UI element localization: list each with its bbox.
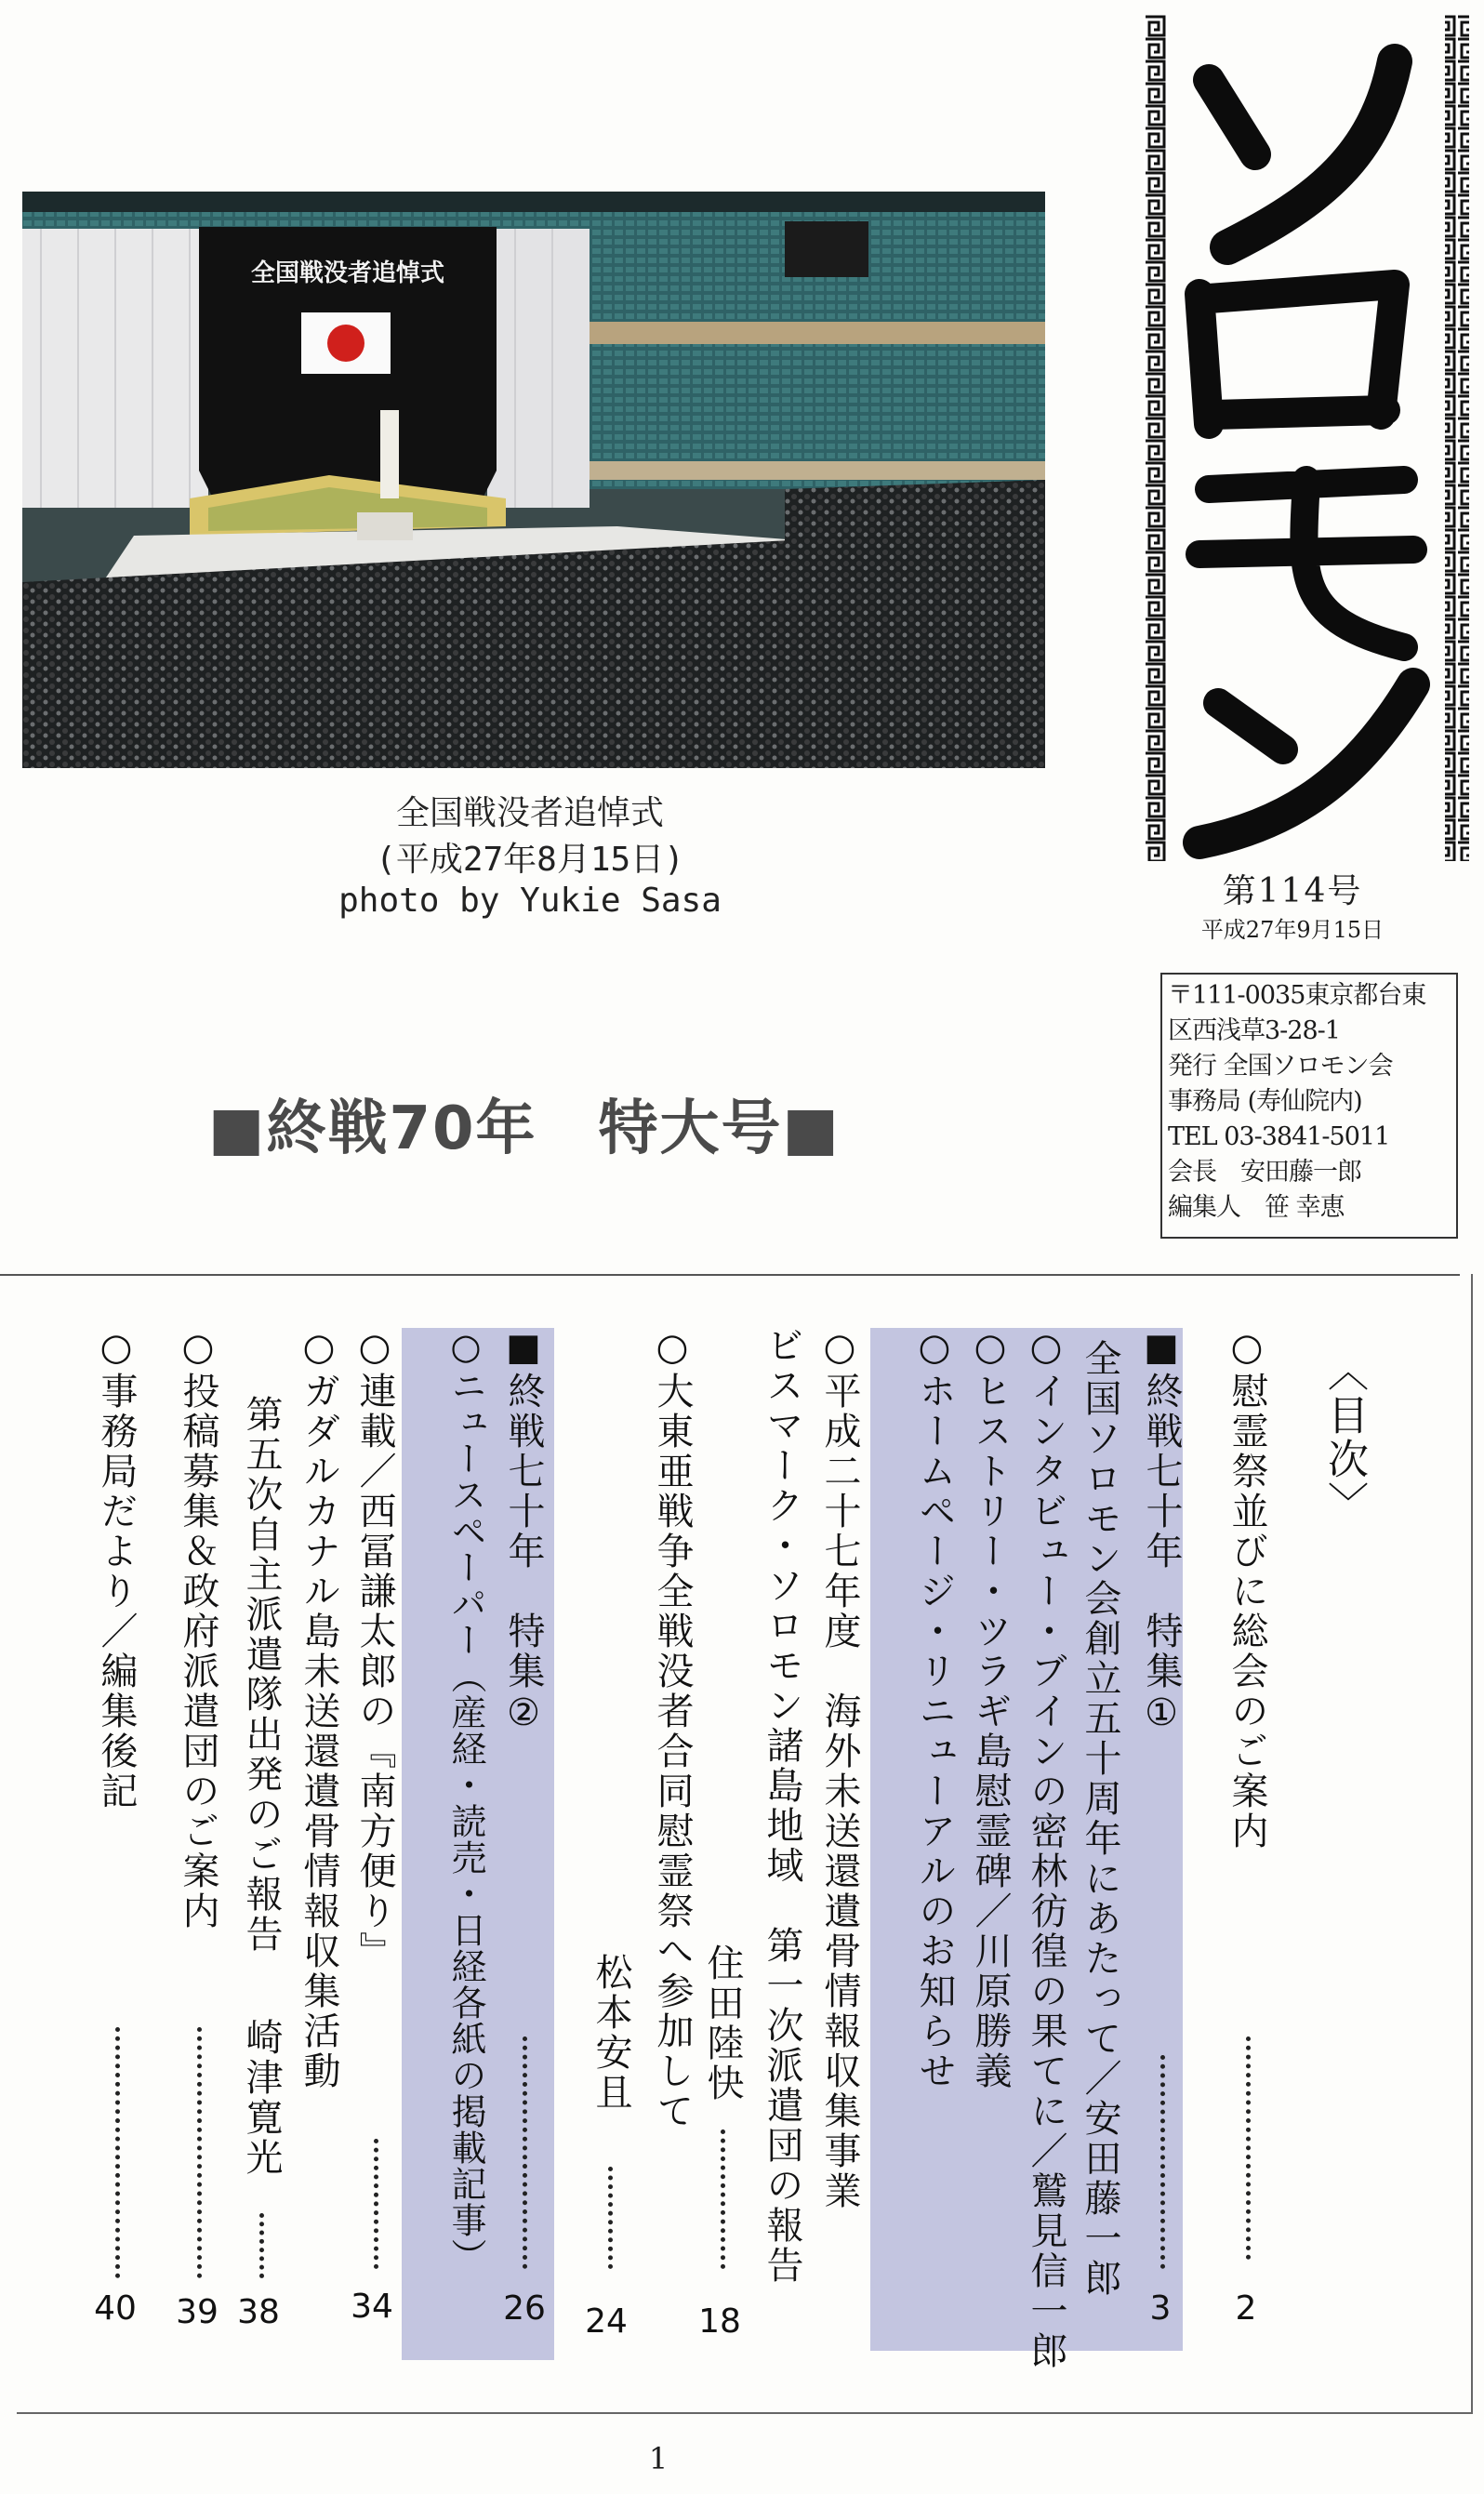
toc-leader <box>259 2213 268 2278</box>
toc-item: ○インタビュー・ブインの密林彷徨の果てに／鷲見信一郎 <box>1025 1326 1067 2371</box>
info-line: 〒111-0035東京都台東 <box>1168 981 1426 1010</box>
toc-leader <box>1246 2036 1254 2260</box>
banner-text: 全国戦没者追悼式 <box>250 259 445 287</box>
publisher-info <box>1160 973 1458 1239</box>
logo-text: ソロモン <box>1306 856 1310 857</box>
toc-page: 26 <box>503 2289 546 2328</box>
issue-number: 第114号 <box>1222 872 1363 910</box>
toc-leader <box>721 2129 729 2269</box>
toc-item: ○事務局だより／編集後記 <box>95 1326 138 1811</box>
photo-caption-1: 全国戦没者追悼式 <box>395 794 664 832</box>
toc-item: ■終戦七十年 特集② <box>502 1326 545 1737</box>
photo-caption-3: photo by Yukie Sasa <box>338 882 722 920</box>
info-line: 会長 安田藤一郎 <box>1168 1158 1361 1187</box>
toc-page: 40 <box>94 2289 137 2328</box>
toc-item: ○ニュースペーパー（産経・読売・日経各紙の掲載記事） <box>445 1326 486 2275</box>
toc-item: 崎津寛光 <box>240 2018 283 2178</box>
toc-leader <box>523 2036 531 2269</box>
toc-leader <box>374 2139 382 2269</box>
page-number: 1 <box>648 2441 669 2476</box>
masthead-logo <box>1144 15 1469 861</box>
toc-page: 18 <box>698 2302 741 2341</box>
toc-leader <box>608 2167 616 2269</box>
toc-leader <box>1160 2055 1169 2269</box>
toc-item: ○ガダルカナル島未送還遺骨情報収集活動 <box>298 1326 340 2091</box>
info-line: 事務局 (寿仙院内) <box>1168 1087 1362 1116</box>
toc-page: 3 <box>1149 2289 1172 2328</box>
toc-item: ○投稿募集＆政府派遣団のご案内 <box>177 1326 219 1931</box>
info-line: 編集人 笹 幸恵 <box>1168 1193 1345 1222</box>
frame-line <box>17 2412 1473 2414</box>
frame-line <box>1471 1274 1473 2413</box>
toc-page: 24 <box>585 2302 628 2341</box>
toc-page: 38 <box>237 2293 280 2331</box>
toc-item: 第五次自主派遣隊出発のご報告 <box>240 1395 283 1955</box>
toc-item: 住田陸快 <box>701 1943 744 2103</box>
photo-caption-2: (平成27年8月15日) <box>376 841 684 879</box>
toc-page: 2 <box>1235 2289 1257 2328</box>
toc-page: 34 <box>351 2288 393 2326</box>
toc-item: 松本安且 <box>590 1953 632 2113</box>
toc-item: ○大東亜戦争全戦没者合同慰霊祭へ参加して <box>651 1326 694 2131</box>
toc-item: ○ホームページ・リニューアルのお知らせ <box>913 1326 956 2091</box>
section-divider <box>0 1274 1460 1276</box>
toc-item: ■終戦七十年 特集① <box>1140 1326 1183 1737</box>
toc-title: 〈目次〉 <box>1320 1350 1368 1525</box>
special-issue-headline: ■終戦70年 特大号■ <box>208 1094 841 1163</box>
info-line: 区西浅草3-28-1 <box>1168 1016 1340 1045</box>
info-line: TEL 03-3841-5011 <box>1168 1122 1390 1151</box>
info-line: 発行 全国ソロモン会 <box>1168 1052 1393 1081</box>
toc-item: ビスマーク・ソロモン諸島地域 第一次派遣団の報告 <box>761 1326 803 2286</box>
toc-leader <box>197 2027 205 2278</box>
toc-item: 全国ソロモン会創立五十周年にあたって／安田藤一郎 <box>1079 1339 1121 2299</box>
ceremony-photo <box>22 192 1045 768</box>
toc-item: ○ヒストリー・ツラギ島慰霊碑／川原勝義 <box>969 1326 1012 2091</box>
toc-item: ○平成二十七年度 海外未送還遺骨情報収集事業 <box>818 1326 861 2211</box>
toc-leader <box>115 2027 124 2278</box>
issue-date: 平成27年9月15日 <box>1200 917 1385 943</box>
toc-page: 39 <box>176 2293 219 2331</box>
toc-item: ○連載／西冨謙太郎の『南方便り』 <box>353 1326 396 1971</box>
toc-item: ○慰霊祭並びに総会のご案内 <box>1226 1326 1268 1851</box>
